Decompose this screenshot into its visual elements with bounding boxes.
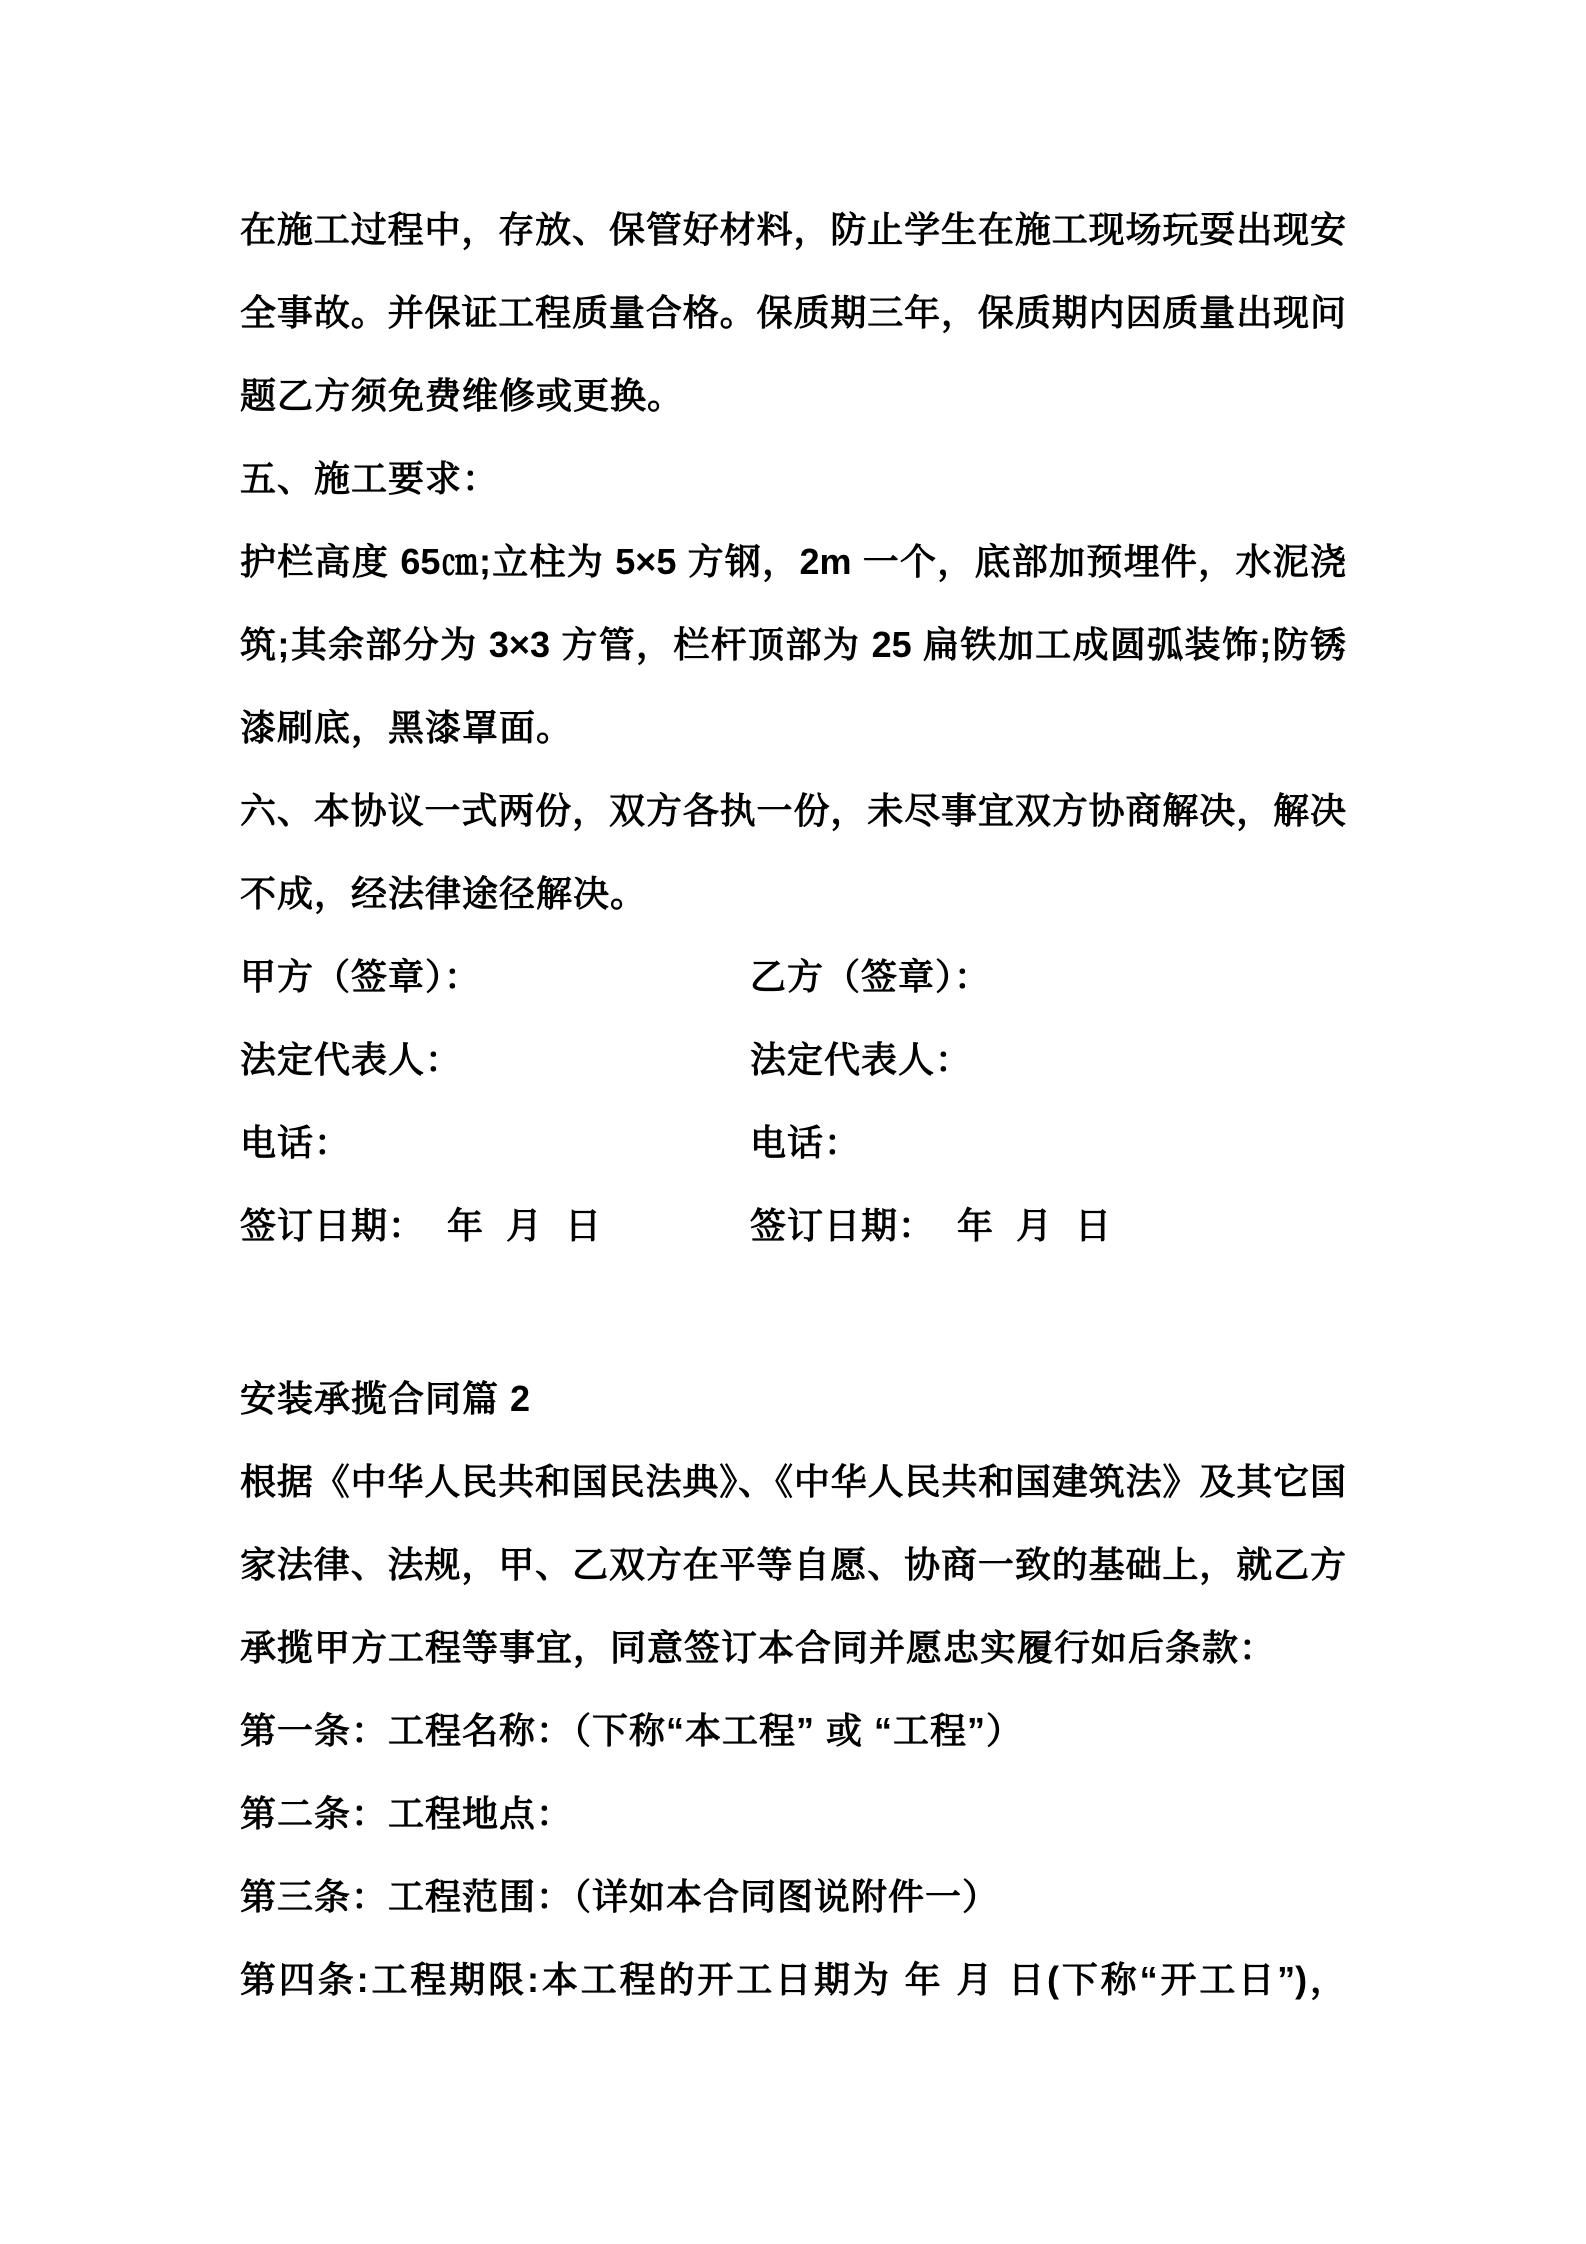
paragraph-line: 题乙方须免费维修或更换。 (240, 375, 685, 416)
paragraph-line: 第三条：工程范围：（详如本合同图说附件一） (240, 1876, 1000, 1917)
paragraph-line: 漆刷底，黑漆罩面。 (240, 707, 574, 748)
paragraph-line: 五、施工要求： (240, 458, 500, 499)
paragraph-line: 第四条:工程期限:本工程的开工日期为 年 月 日(下称“开工日”)， (240, 1959, 1346, 2000)
paragraph-line: 承揽甲方工程等事宜，同意签订本合同并愿忠实履行如后条款： (240, 1627, 1277, 1668)
contract-body (240, 188, 1346, 2021)
signature-right-cell: 乙方（签章）： (750, 956, 992, 997)
paragraph-line: 不成，经法律途径解决。 (240, 873, 648, 914)
signature-right-cell: 签订日期： 年 月 日 (750, 1205, 1113, 1246)
paragraph-line: 护栏高度 65㎝;立柱为 5×5 方钢，2m 一个，底部加预埋件，水泥浇 (240, 541, 1346, 582)
paragraph-line: 六、本协议一式两份，双方各执一份，未尽事宜双方协商解决，解决 (240, 790, 1346, 831)
paragraph-line: 第一条：工程名称：（下称“本工程” 或 “工程”） (240, 1710, 1024, 1751)
paragraph-line: 根据《中华人民共和国民法典》、《中华人民共和国建筑法》及其它国 (240, 1461, 1346, 1502)
signature-right-cell: 法定代表人： (750, 1039, 973, 1080)
signature-left-cell: 电话： (240, 1122, 352, 1163)
paragraph-line: 家法律、法规，甲、乙双方在平等自愿、协商一致的基础上，就乙方 (240, 1544, 1346, 1585)
signature-right-cell: 电话： (750, 1122, 862, 1163)
section-title: 安装承揽合同篇 2 (240, 1378, 532, 1419)
signature-row (240, 1184, 1346, 1267)
paragraph-line: 在施工过程中，存放、保管好材料，防止学生在施工现场玩耍出现安 (240, 209, 1346, 250)
paragraph-line: 第二条：工程地点： (240, 1793, 574, 1834)
signature-left-cell: 法定代表人： (240, 1039, 463, 1080)
paragraph-line: 筑;其余部分为 3×3 方管，栏杆顶部为 25 扁铁加工成圆弧装饰;防锈 (240, 624, 1346, 665)
signature-row (240, 1101, 1346, 1184)
paragraph-line: 全事故。并保证工程质量合格。保质期三年，保质期内因质量出现问 (240, 292, 1346, 333)
signature-row (240, 935, 1346, 1018)
signature-row (240, 1018, 1346, 1101)
signature-left-cell: 签订日期： 年 月 日 (240, 1205, 603, 1246)
signature-left-cell: 甲方（签章）： (240, 956, 482, 997)
